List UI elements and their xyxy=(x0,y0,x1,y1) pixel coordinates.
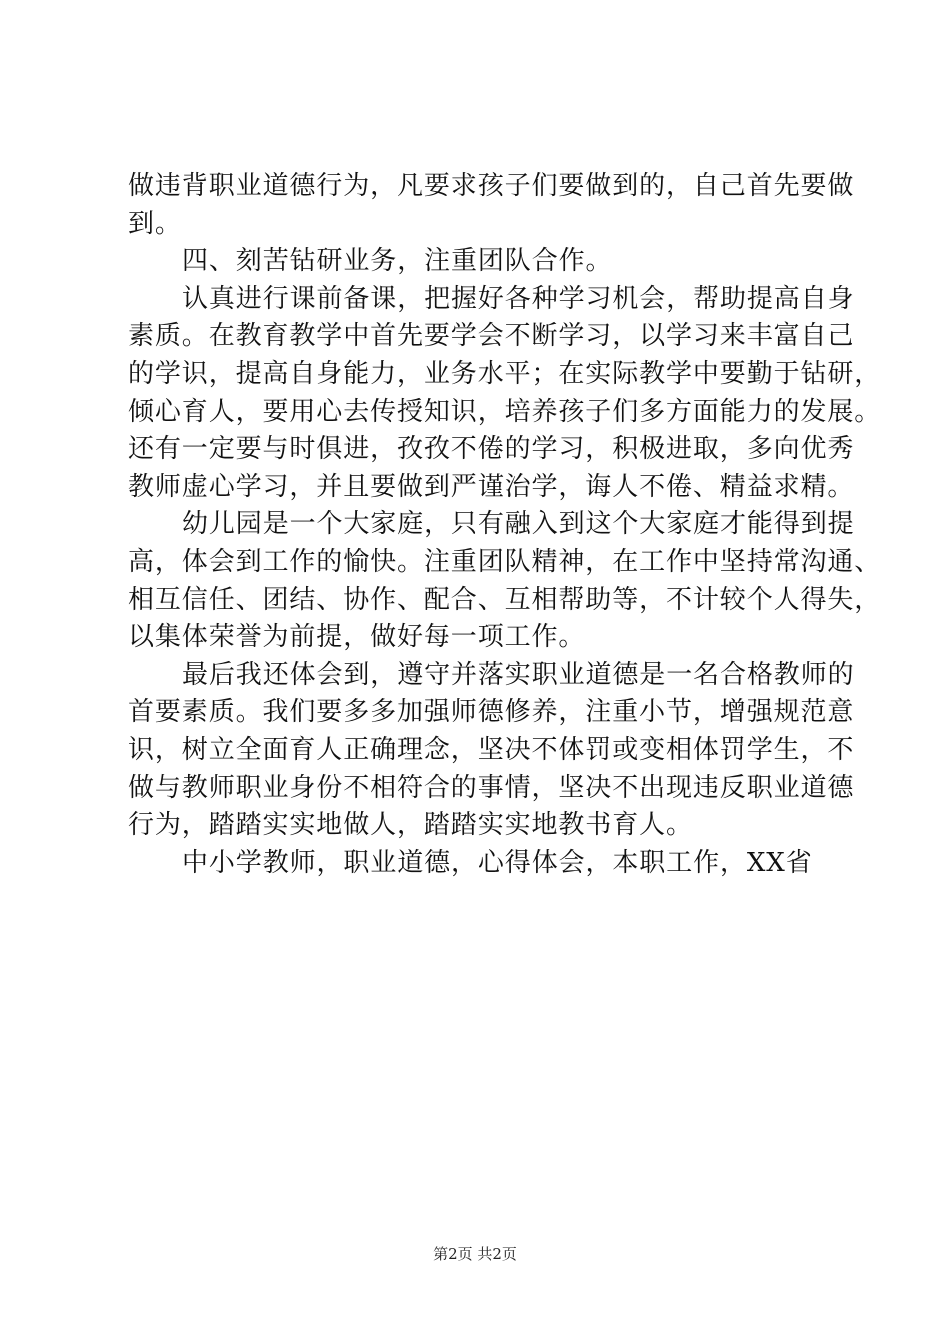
text-line: 以集体荣誉为前提，做好每一项工作。 xyxy=(128,622,586,653)
text-line: 相互信任、团结、协作、配合、互相帮助等，不计较个人得失， xyxy=(128,584,882,615)
text-line: 行为，踏踏实实地做人，踏踏实实地教书育人。 xyxy=(128,810,693,841)
text-line: 的学识，提高自身能力，业务水平；在实际教学中要勤于钻研， xyxy=(128,358,882,389)
text-line: 幼儿园是一个大家庭，只有融入到这个大家庭才能得到提 xyxy=(182,509,855,540)
text-line: 做违背职业道德行为，凡要求孩子们要做到的，自己首先要做 xyxy=(128,171,855,201)
text-line: 高，体会到工作的愉快。注重团队精神，在工作中坚持常沟通、 xyxy=(128,546,882,577)
keywords-line: 中小学教师，职业道德，心得体会，本职工作，XX省 xyxy=(182,847,813,878)
text-line: 还有一定要与时俱进，孜孜不倦的学习，积极进取，多向优秀 xyxy=(128,434,855,465)
section-heading: 四、刻苦钻研业务，注重团队合作。 xyxy=(182,246,613,277)
text-line: 到。 xyxy=(128,208,182,239)
document-body xyxy=(128,168,882,882)
text-line: 教师虚心学习，并且要做到严谨治学，诲人不倦、精益求精。 xyxy=(128,471,855,502)
text-line: 素质。在教育教学中首先要学会不断学习，以学习来丰富自己 xyxy=(128,321,855,352)
text-line: 做与教师职业身份不相符合的事情，坚决不出现违反职业道德 xyxy=(128,772,855,803)
text-line: 识，树立全面育人正确理念，坚决不体罚或变相体罚学生，不 xyxy=(128,734,855,765)
text-line: 首要素质。我们要多多加强师德修养，注重小节，增强规范意 xyxy=(128,697,855,728)
text-line: 认真进行课前备课，把握好各种学习机会，帮助提高自身 xyxy=(182,283,855,314)
text-line: 最后我还体会到，遵守并落实职业道德是一名合格教师的 xyxy=(182,659,855,690)
page-number-footer: 第2页 共2页 xyxy=(433,1245,517,1263)
text-line: 倾心育人，要用心去传授知识，培养孩子们多方面能力的发展。 xyxy=(128,396,882,427)
